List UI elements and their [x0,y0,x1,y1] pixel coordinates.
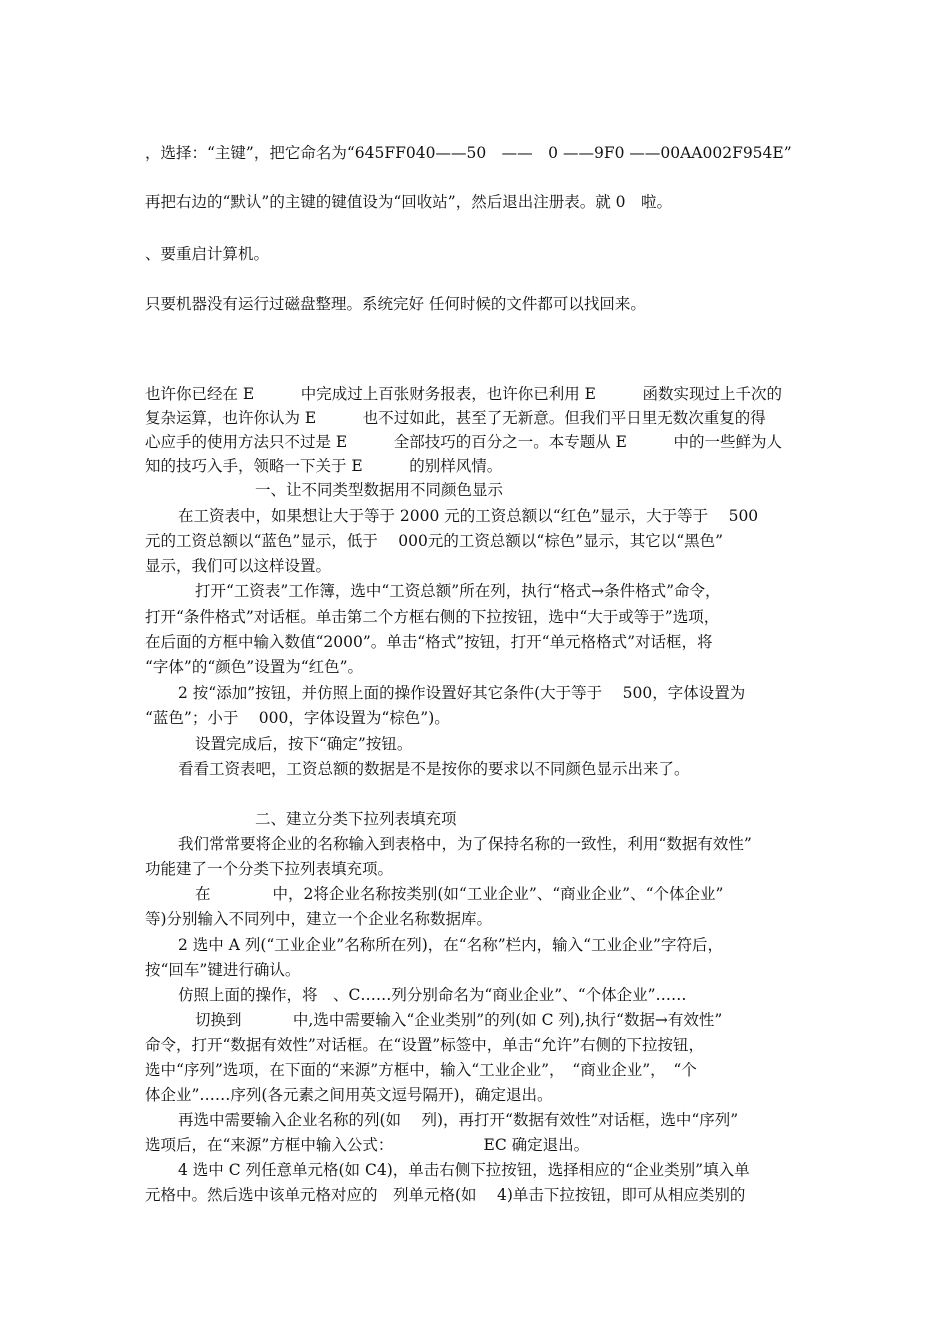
text-line: “蓝色”；小于 000，字体设置为“棕色”)。 [145,709,450,727]
text-line: 仿照上面的操作，将 、C……列分别命名为“商业企业”、“个体企业”…… [178,986,687,1004]
text-line: 设置完成后，按下“确定”按钮。 [195,735,413,753]
text-line: 体企业”……序列(各元素之间用英文逗号隔开)，确定退出。 [145,1086,553,1104]
text-line: 选项后，在“来源”方框中输入公式： EC 确定退出。 [145,1136,590,1154]
text-line: 打开“工资表”工作簿，选中“工资总额”所在列，执行“格式→条件格式”命令， [195,582,721,600]
text-line: 功能建了一个分类下拉列表填充项。 [145,860,394,878]
text-line: ，选择：“主键”，把它命名为“645FF040——50 —— 0 ——9F0 ——00AA002F954E” [145,144,792,162]
text-line: 选中“序列”选项，在下面的“来源”方框中，输入“工业企业”， “商业企业”， “个 [145,1061,697,1079]
text-line: 再把右边的“默认”的主键的键值设为“回收站”，然后退出注册表。就 0 啦。 [145,193,672,211]
text-line: 看看工资表吧，工资总额的数据是不是按你的要求以不同颜色显示出来了。 [178,760,690,778]
text-line: 等)分别输入不同列中，建立一个企业名称数据库。 [145,910,493,928]
text-line: 打开“条件格式”对话框。单击第二个方框右侧的下拉按钮，选中“大于或等于”选项， [145,608,720,626]
section-heading: 二、建立分类下拉列表填充项 [255,810,457,828]
text-line: 4 选中 C 列任意单元格(如 C4)，单击右侧下拉按钮，选择相应的“企业类别”填入单 [178,1161,750,1179]
text-line: 也许你已经在 E 中完成过上百张财务报表，也许你已利用 E 函数实现过上千次的 [145,385,782,403]
text-line: 心应手的使用方法只不过是 E 全部技巧的百分之一。本专题从 E 中的一些鲜为人 [145,433,782,451]
text-line: 复杂运算，也许你认为 E 也不过如此，甚至了无新意。但我们平日里无数次重复的得 [145,409,766,427]
text-line: 显示，我们可以这样设置。 [145,557,332,575]
text-line: 切换到 中,选中需要输入“企业类别”的列(如 C 列),执行“数据→有效性” [195,1011,723,1029]
text-line: 在 中，2将企业名称按类别(如“工业企业”、“商业企业”、“个体企业” [195,885,724,903]
text-line: 命令，打开“数据有效性”对话框。在“设置”标签中，单击“允许”右侧的下拉按钮， [145,1036,705,1054]
text-line: “字体”的“颜色”设置为“红色”。 [145,658,364,676]
text-line: 在工资表中，如果想让大于等于 2000 元的工资总额以“红色”显示，大于等于 500 [178,507,759,525]
text-line: 按“回车”键进行确认。 [145,961,301,979]
text-line: 元格中。然后选中该单元格对应的 列单元格(如 4)单击下拉按钮，即可从相应类别的 [145,1186,746,1204]
text-line: 、要重启计算机。 [145,245,270,263]
text-line: 2 选中 A 列(“工业企业”名称所在列)，在“名称”栏内，输入“工业企业”字符后， [178,936,723,954]
text-line: 知的技巧入手，领略一下关于 E 的别样风情。 [145,457,503,475]
text-line: 我们常常要将企业的名称输入到表格中，为了保持名称的一致性，利用“数据有效性” [178,835,752,853]
text-line: 元的工资总额以“蓝色”显示，低于 000元的工资总额以“棕色”显示，其它以“黑色” [145,532,724,550]
text-line: 2 按“添加”按钮，并仿照上面的操作设置好其它条件(大于等于 500，字体设置为 [178,684,746,702]
text-line: 再选中需要输入企业名称的列(如 列)，再打开“数据有效性”对话框，选中“序列” [178,1111,739,1129]
text-line: 只要机器没有运行过磁盘整理。系统完好 任何时候的文件都可以找回来。 [145,295,646,313]
section-heading: 一、让不同类型数据用不同颜色显示 [255,481,504,499]
text-line: 在后面的方框中输入数值“2000”。单击“格式”按钮，打开“单元格格式”对话框，将 [145,633,713,651]
